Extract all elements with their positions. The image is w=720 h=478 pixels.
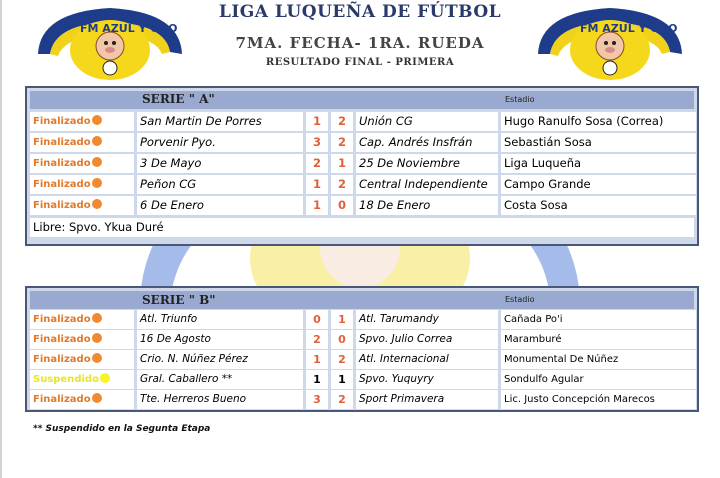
home-team: Atl. Triunfo <box>137 310 303 329</box>
serie-a-table <box>25 86 699 246</box>
status-dot-icon <box>92 313 102 323</box>
status-dot-icon <box>92 157 102 167</box>
match-row <box>30 310 694 329</box>
away-score: 2 <box>331 350 353 369</box>
home-team: 16 De Agosto <box>137 330 303 349</box>
match-row <box>30 154 694 173</box>
stadium: Sebastián Sosa <box>501 133 696 152</box>
match-row <box>30 196 694 215</box>
status-dot-icon <box>92 393 102 403</box>
home-team: Crio. N. Núñez Pérez <box>137 350 303 369</box>
away-team: Atl. Tarumandy <box>356 310 498 329</box>
match-row <box>30 350 694 369</box>
match-status: Finalizado <box>30 390 134 409</box>
away-score: 0 <box>331 330 353 349</box>
away-team: Unión CG <box>356 112 498 131</box>
stadium: Monumental De Núñez <box>501 350 696 369</box>
stadium: Lic. Justo Concepción Marecos <box>501 390 696 409</box>
away-team: Sport Primavera <box>356 390 498 409</box>
away-team: 18 De Enero <box>356 196 498 215</box>
away-score: 2 <box>331 390 353 409</box>
home-score: 1 <box>306 370 328 389</box>
home-score: 3 <box>306 390 328 409</box>
status-dot-icon <box>92 333 102 343</box>
away-team: Cap. Andrés Insfrán <box>356 133 498 152</box>
home-score: 1 <box>306 350 328 369</box>
away-team: Atl. Internacional <box>356 350 498 369</box>
match-row <box>30 133 694 152</box>
logo-right-text: FM AZUL Y ORO <box>580 22 678 35</box>
stadium: Costa Sosa <box>501 196 696 215</box>
away-team: Spvo. Julio Correa <box>356 330 498 349</box>
away-team: Spvo. Yuquyry <box>356 370 498 389</box>
serie-a-title: SERIE " A" <box>142 92 215 106</box>
page-subtitle: 7MA. FECHA- 1RA. RUEDA <box>235 34 485 52</box>
status-dot-icon <box>100 373 110 383</box>
home-score: 1 <box>306 175 328 194</box>
stadium: Liga Luqueña <box>501 154 696 173</box>
match-status: Finalizado <box>30 154 134 173</box>
home-score: 1 <box>306 196 328 215</box>
serie-b-title: SERIE " B" <box>142 293 216 307</box>
stadium: Campo Grande <box>501 175 696 194</box>
status-dot-icon <box>92 178 102 188</box>
away-score: 0 <box>331 196 353 215</box>
result-line: RESULTADO FINAL - PRIMERA <box>265 57 455 68</box>
stadium: Cañada Po'i <box>501 310 696 329</box>
serie-b-table <box>25 286 699 412</box>
home-team: Gral. Caballero ** <box>137 370 303 389</box>
home-score: 3 <box>306 133 328 152</box>
match-row <box>30 112 694 131</box>
home-team: Peñon CG <box>137 175 303 194</box>
away-team: Central Independiente <box>356 175 498 194</box>
match-row <box>30 330 694 349</box>
status-dot-icon <box>92 353 102 363</box>
home-score: 2 <box>306 330 328 349</box>
logo-left-text: FM AZUL Y ORO <box>80 22 178 35</box>
status-dot-icon <box>92 136 102 146</box>
away-score: 1 <box>331 370 353 389</box>
home-team: San Martin De Porres <box>137 112 303 131</box>
stadium-column-header: Estadio <box>505 95 535 104</box>
match-row <box>30 175 694 194</box>
stadium: Sondulfo Agular <box>501 370 696 389</box>
away-score: 1 <box>331 154 353 173</box>
match-status: Finalizado <box>30 196 134 215</box>
home-score: 2 <box>306 154 328 173</box>
serie-b-header <box>30 291 694 309</box>
home-score: 0 <box>306 310 328 329</box>
away-score: 2 <box>331 112 353 131</box>
serie-a-header <box>30 91 694 109</box>
stadium-column-header: Estadio <box>505 295 535 304</box>
match-status: Finalizado <box>30 330 134 349</box>
match-status: Finalizado <box>30 112 134 131</box>
home-team: 6 De Enero <box>137 196 303 215</box>
home-team: 3 De Mayo <box>137 154 303 173</box>
bye-team: Libre: Spvo. Ykua Duré <box>30 218 694 237</box>
match-row <box>30 390 694 407</box>
away-score: 1 <box>331 310 353 329</box>
home-team: Porvenir Pyo. <box>137 133 303 152</box>
stadium: Hugo Ranulfo Sosa (Correa) <box>501 112 696 131</box>
match-row <box>30 370 694 389</box>
away-team: 25 De Noviembre <box>356 154 498 173</box>
match-status: Finalizado <box>30 310 134 329</box>
stadium: Maramburé <box>501 330 696 349</box>
home-team: Tte. Herreros Bueno <box>137 390 303 409</box>
page-title: LIGA LUQUEÑA DE FÚTBOL <box>218 2 502 22</box>
away-score: 2 <box>331 175 353 194</box>
status-dot-icon <box>92 115 102 125</box>
match-status: Finalizado <box>30 350 134 369</box>
home-score: 1 <box>306 112 328 131</box>
status-dot-icon <box>92 199 102 209</box>
match-status: Finalizado <box>30 133 134 152</box>
match-status: Finalizado <box>30 175 134 194</box>
footnote: ** Suspendido en la Segunta Etapa <box>33 424 211 434</box>
match-status: Suspendido <box>30 370 134 389</box>
page-edge <box>0 0 2 478</box>
away-score: 2 <box>331 133 353 152</box>
